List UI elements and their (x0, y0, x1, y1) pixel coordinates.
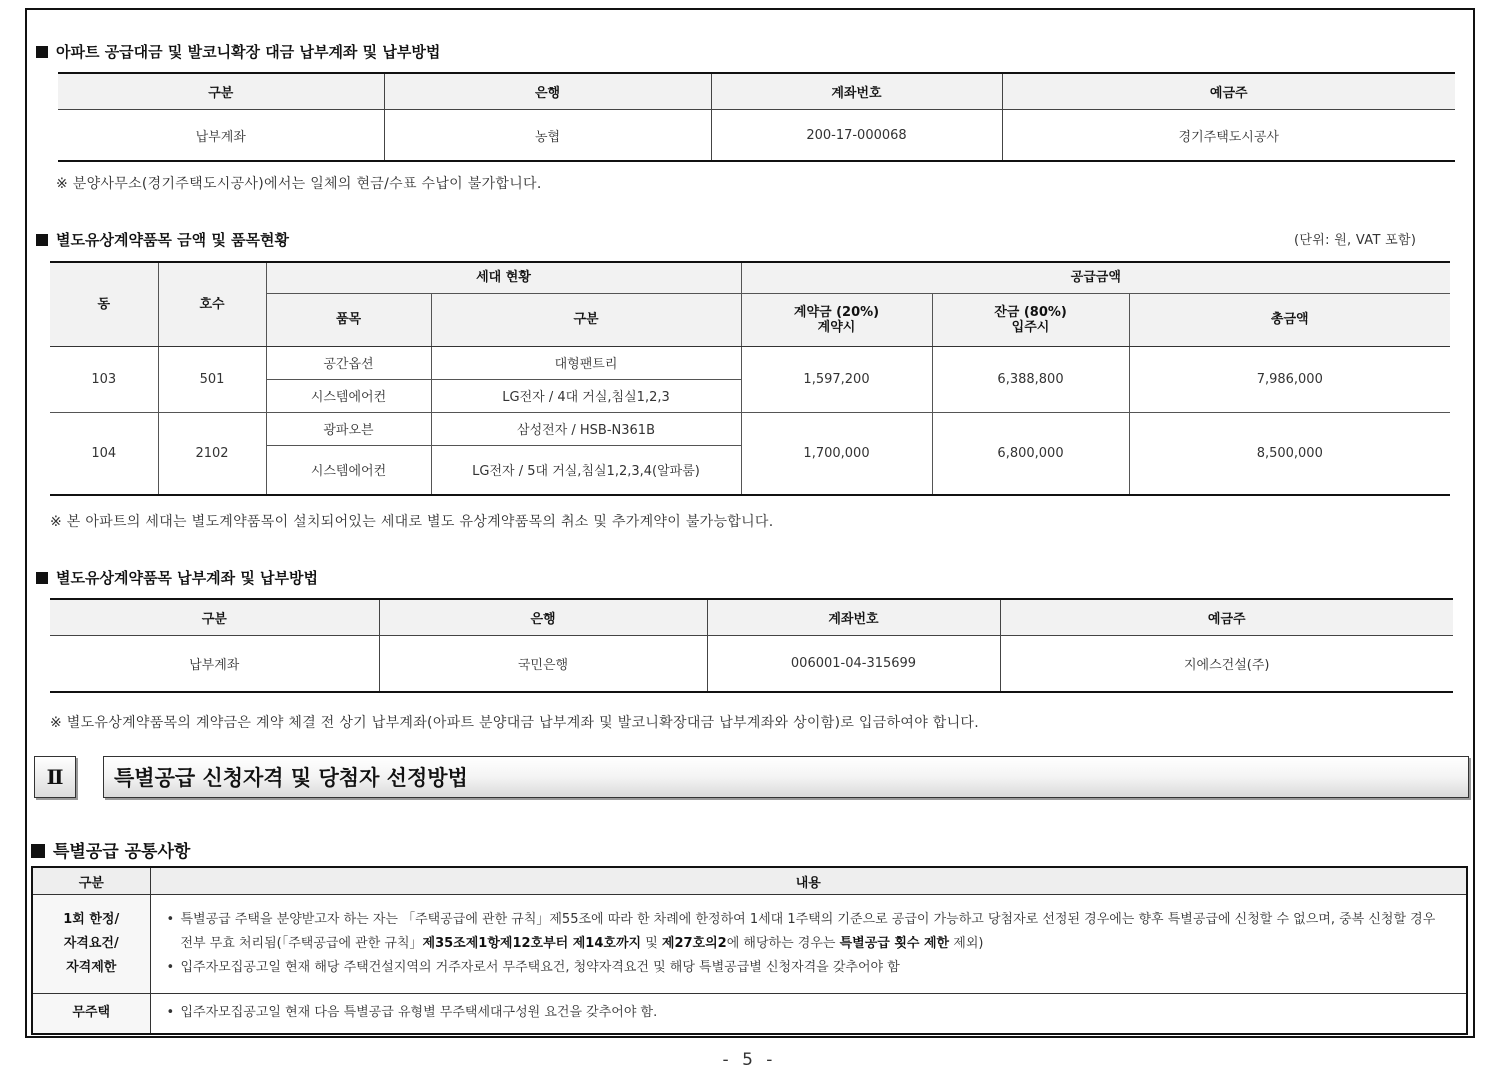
header-dong: 동 (50, 262, 158, 346)
cell-category: 납부계좌 (58, 110, 384, 162)
header-category: 구분 (431, 293, 741, 346)
cell-category: 삼성전자 / HSB-N361B (431, 412, 741, 445)
table-header-row (58, 73, 1455, 110)
cell-account-number: 200-17-000068 (711, 110, 1002, 162)
table-row (50, 412, 1450, 445)
content-one-time-limit (150, 895, 1467, 994)
header-account-number: 계좌번호 (707, 599, 1000, 636)
header-household-status: 세대 현황 (266, 262, 741, 293)
section-title-option-payment: 별도유상계약품목 납부계좌 및 납부방법 (36, 567, 318, 588)
option-items-table (50, 261, 1450, 496)
cell-account-holder: 경기주택도시공사 (1002, 110, 1455, 162)
cell-category: LG전자 / 4대 거실,침실1,2,3 (431, 379, 741, 412)
section-title-payment-account: 아파트 공급대금 및 발코니확장 대금 납부계좌 및 납부방법 (36, 41, 440, 62)
header-bank: 은행 (379, 599, 707, 636)
section-title-option-items: 별도유상계약품목 금액 및 품목현황 (36, 229, 289, 250)
chapter-title: 특별공급 신청자격 및 당첨자 선정방법 (114, 766, 468, 790)
cell-bank: 농협 (384, 110, 711, 162)
cell-dong: 103 (50, 346, 158, 412)
bullet-dot-icon: • (166, 1005, 175, 1021)
chapter-title-bar (103, 756, 1469, 798)
header-balance: 잔금 (80%) 입주시 (932, 293, 1129, 346)
table-row (50, 346, 1450, 379)
label-no-house: 무주택 (32, 994, 150, 1034)
cell-item: 시스템에어컨 (266, 445, 431, 495)
header-hosu: 호수 (158, 262, 266, 346)
special-supply-table (31, 866, 1468, 1035)
header-bank: 은행 (384, 73, 711, 110)
cell-item: 광파오븐 (266, 412, 431, 445)
header-category: 구분 (50, 599, 379, 636)
header-supply-amount: 공급금액 (741, 262, 1450, 293)
cell-total: 8,500,000 (1129, 412, 1450, 495)
payment-account-table (58, 72, 1455, 162)
square-bullet-icon (36, 572, 48, 584)
table-row (32, 994, 1467, 1034)
cell-category: 납부계좌 (50, 636, 379, 693)
cell-balance: 6,800,000 (932, 412, 1129, 495)
bullet-item: • 입주자모집공고일 현재 해당 주택건설지역의 거주자로서 무주택요건, 청약자격요건 및 해당 특별공급별 신청자격을 갖추어야 함 (167, 956, 1449, 980)
section-title-special-supply: 특별공급 공통사항 (31, 837, 190, 862)
unit-label: (단위: 원, VAT 포함) (1294, 233, 1417, 248)
cell-item: 시스템에어컨 (266, 379, 431, 412)
bullet-dot-icon: • (166, 960, 175, 975)
header-total: 총금액 (1129, 293, 1450, 346)
cell-account-number: 006001-04-315699 (707, 636, 1000, 693)
cell-hosu: 501 (158, 346, 266, 412)
cell-deposit: 1,597,200 (741, 346, 932, 412)
table-header-row (50, 262, 1450, 293)
cell-category: 대형팬트리 (431, 346, 741, 379)
table-row (32, 895, 1467, 994)
header-account-holder: 예금주 (1002, 73, 1455, 110)
square-bullet-icon (31, 844, 45, 858)
table-row (58, 110, 1455, 162)
bullet-item: • 특별공급 주택을 분양받고자 하는 자는 「주택공급에 관한 규칙」제55조에 따라 한 차례에 한정하여 1세대 1주택의 기준으로 공급이 가능하고 당첨자로 선정된 경우에는 향후 특별공급에 신청할 수 없으며, 중복 신청할 경우 전부 무효 처리됨(「주택공급에 관한 규칙」제35조제1항제12호부터 제14호까지 및 제27호의2에 해당하는 경우는 특별공급 횟수 제한 제외) (167, 908, 1449, 956)
cell-category: LG전자 / 5대 거실,침실1,2,3,4(알파룸) (431, 445, 741, 495)
cell-deposit: 1,700,000 (741, 412, 932, 495)
cell-balance: 6,388,800 (932, 346, 1129, 412)
square-bullet-icon (36, 234, 48, 246)
bullet-dot-icon: • (166, 912, 175, 927)
note-cash-not-accepted: ※ 분양사무소(경기주택도시공사)에서는 일체의 현금/수표 수납이 불가합니다. (56, 176, 542, 192)
note-deposit-account: ※ 별도유상계약품목의 계약금은 계약 체결 전 상기 납부계좌(아파트 분양대금 납부계좌 및 발코니확장대금 납부계좌와 상이함)로 입금하여야 합니다. (50, 715, 979, 731)
header-content: 내용 (150, 867, 1467, 895)
cell-account-holder: 지에스건설(주) (1000, 636, 1453, 693)
cell-hosu: 2102 (158, 412, 266, 495)
header-item: 품목 (266, 293, 431, 346)
header-account-holder: 예금주 (1000, 599, 1453, 636)
table-header-row (32, 867, 1467, 895)
cell-bank: 국민은행 (379, 636, 707, 693)
bullet-item: • 입주자모집공고일 현재 다음 특별공급 유형별 무주택세대구성원 요건을 갖추어야 함. (167, 1001, 1449, 1025)
square-bullet-icon (36, 46, 48, 58)
header-account-number: 계좌번호 (711, 73, 1002, 110)
header-deposit: 계약금 (20%) 계약시 (741, 293, 932, 346)
note-no-cancellation: ※ 본 아파트의 세대는 별도계약품목이 설치되어있는 세대로 별도 유상계약품목의 취소 및 추가계약이 불가능합니다. (50, 514, 774, 530)
label-one-time-limit: 1회 한정/ 자격요건/ 자격제한 (32, 895, 150, 994)
content-no-house (150, 994, 1467, 1034)
header-category: 구분 (58, 73, 384, 110)
chapter-number: Ⅱ (34, 756, 76, 798)
option-payment-account-table (50, 598, 1453, 693)
header-category: 구분 (32, 867, 150, 895)
page-number: - 5 - (722, 1050, 777, 1070)
table-header-row (50, 599, 1453, 636)
cell-dong: 104 (50, 412, 158, 495)
cell-total: 7,986,000 (1129, 346, 1450, 412)
cell-item: 공간옵션 (266, 346, 431, 379)
table-row (50, 636, 1453, 693)
